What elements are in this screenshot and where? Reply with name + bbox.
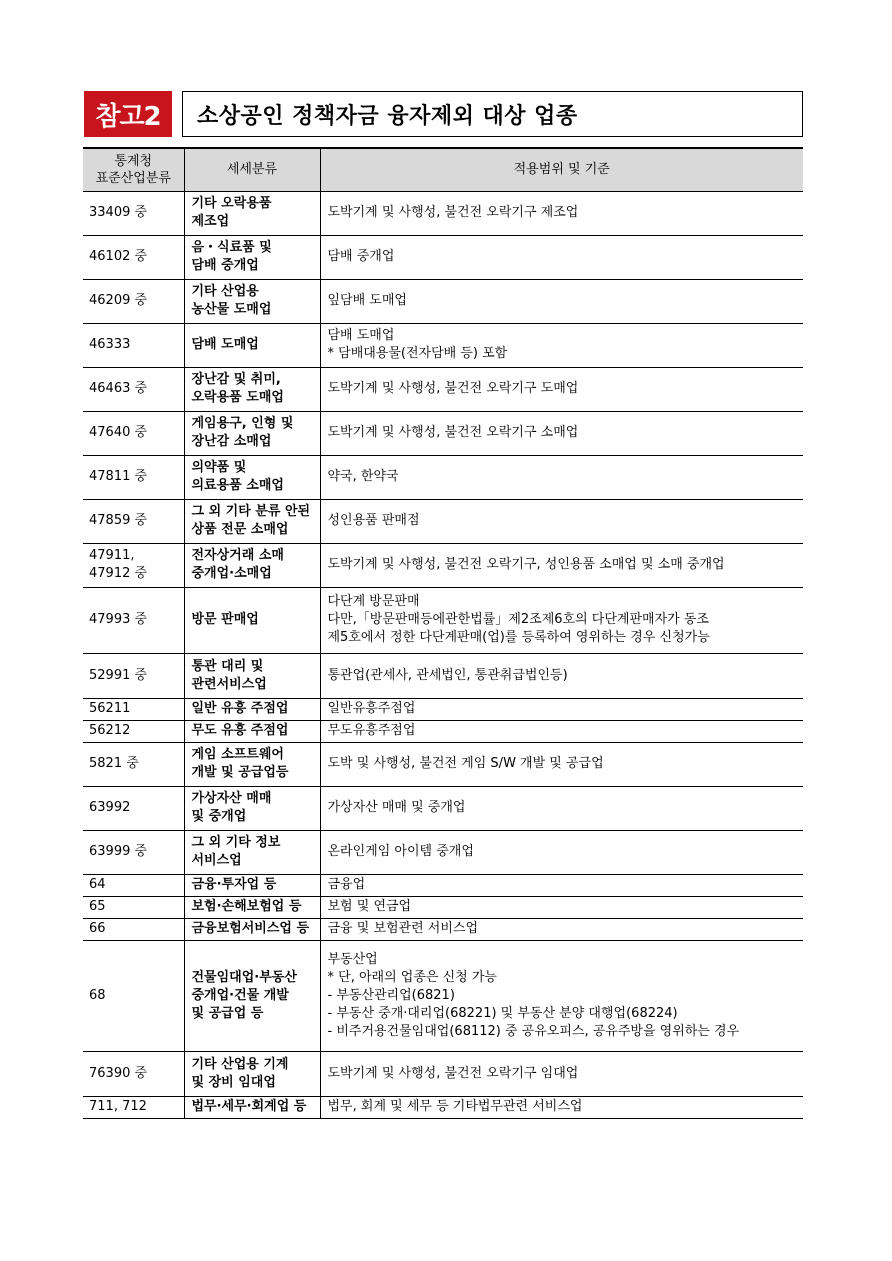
scope-cell: 법무, 회계 및 세무 등 기타법무관련 서비스업 <box>320 1096 803 1118</box>
classification-cell: 게임용구, 인형 및 장난감 소매업 <box>184 411 320 455</box>
table-row <box>83 455 803 499</box>
industry-code-cell: 76390 중 <box>83 1051 184 1096</box>
classification-cell: 그 외 기타 분류 안된 상품 전문 소매업 <box>184 499 320 543</box>
scope-cell: 성인용품 판매점 <box>320 499 803 543</box>
industry-code-cell: 46333 <box>83 323 184 367</box>
scope-cell: 통관업(관세사, 관세법인, 통관취급법인등) <box>320 653 803 698</box>
classification-cell: 기타 산업용 기계 및 장비 임대업 <box>184 1051 320 1096</box>
excluded-industries-table <box>83 147 803 1119</box>
classification-cell: 무도 유흥 주점업 <box>184 720 320 742</box>
industry-code-cell: 56212 <box>83 720 184 742</box>
table-header-row <box>83 148 803 191</box>
industry-code-cell: 64 <box>83 874 184 896</box>
industry-code-cell: 65 <box>83 896 184 918</box>
industry-code-cell: 46463 중 <box>83 367 184 411</box>
scope-cell: 도박기계 및 사행성, 불건전 오락기구 소매업 <box>320 411 803 455</box>
scope-cell: 무도유흥주점업 <box>320 720 803 742</box>
industry-code-cell: 711, 712 <box>83 1096 184 1118</box>
title-row <box>84 91 803 138</box>
classification-cell: 담배 도매업 <box>184 323 320 367</box>
scope-cell: 도박기계 및 사행성, 불건전 오락기구 제조업 <box>320 191 803 235</box>
classification-cell: 그 외 기타 정보 서비스업 <box>184 830 320 874</box>
table-row <box>83 720 803 742</box>
industry-code-cell: 46102 중 <box>83 235 184 279</box>
scope-cell: 도박 및 사행성, 불건전 게임 S/W 개발 및 공급업 <box>320 742 803 786</box>
scope-cell: 부동산업 * 단, 아래의 업종은 신청 가능 - 부동산관리업(6821) - 부동산 중개·대리업(68221) 및 부동산 분양 대행업(68224) - 비주거용건물임대업(68112) 중 공유오피스, 공유주방을 영위하는 경우 <box>320 940 803 1051</box>
column-header-code: 통계청 표준산업분류 <box>83 148 184 191</box>
classification-cell: 법무·세무·회계업 등 <box>184 1096 320 1118</box>
industry-code-cell: 47993 중 <box>83 587 184 653</box>
scope-cell: 다단계 방문판매 다만,「방문판매등에관한법률」제2조제6호의 다단계판매자가 동조 제5호에서 정한 다단계판매(업)를 등록하여 영위하는 경우 신청가능 <box>320 587 803 653</box>
table-row <box>83 1051 803 1096</box>
table-row <box>83 698 803 720</box>
industry-code-cell: 47811 중 <box>83 455 184 499</box>
table-row <box>83 896 803 918</box>
scope-cell: 도박기계 및 사행성, 불건전 오락기구, 성인용품 소매업 및 소매 중개업 <box>320 543 803 587</box>
reference-badge: 참고2 <box>84 91 172 137</box>
classification-cell: 가상자산 매매 및 중개업 <box>184 786 320 830</box>
table-row <box>83 786 803 830</box>
scope-cell: 금융 및 보험관련 서비스업 <box>320 918 803 940</box>
scope-cell: 보험 및 연금업 <box>320 896 803 918</box>
classification-cell: 금융·투자업 등 <box>184 874 320 896</box>
table-row <box>83 742 803 786</box>
classification-cell: 의약품 및 의료용품 소매업 <box>184 455 320 499</box>
table-row <box>83 653 803 698</box>
industry-code-cell: 47859 중 <box>83 499 184 543</box>
industry-code-cell: 66 <box>83 918 184 940</box>
classification-cell: 전자상거래 소매 중개업·소매업 <box>184 543 320 587</box>
table-row <box>83 940 803 1051</box>
classification-cell: 보험·손해보험업 등 <box>184 896 320 918</box>
classification-cell: 게임 소프트웨어 개발 및 공급업등 <box>184 742 320 786</box>
industry-code-cell: 33409 중 <box>83 191 184 235</box>
classification-cell: 음・식료품 및 담배 중개업 <box>184 235 320 279</box>
table-body <box>83 191 803 1118</box>
table-row <box>83 499 803 543</box>
classification-cell: 일반 유흥 주점업 <box>184 698 320 720</box>
industry-code-cell: 63999 중 <box>83 830 184 874</box>
table-row <box>83 874 803 896</box>
classification-cell: 통관 대리 및 관련서비스업 <box>184 653 320 698</box>
table-row <box>83 543 803 587</box>
scope-cell: 담배 도매업 * 담배대용물(전자담배 등) 포함 <box>320 323 803 367</box>
table-row <box>83 587 803 653</box>
classification-cell: 기타 오락용품 제조업 <box>184 191 320 235</box>
column-header-classification: 세세분류 <box>184 148 320 191</box>
classification-cell: 금융보험서비스업 등 <box>184 918 320 940</box>
industry-code-cell: 5821 중 <box>83 742 184 786</box>
scope-cell: 일반유흥주점업 <box>320 698 803 720</box>
scope-cell: 도박기계 및 사행성, 불건전 오락기구 임대업 <box>320 1051 803 1096</box>
industry-code-cell: 56211 <box>83 698 184 720</box>
page-title: 소상공인 정책자금 융자제외 대상 업종 <box>182 91 803 137</box>
scope-cell: 도박기계 및 사행성, 불건전 오락기구 도매업 <box>320 367 803 411</box>
table-row <box>83 1096 803 1118</box>
scope-cell: 온라인게임 아이템 중개업 <box>320 830 803 874</box>
table-row <box>83 279 803 323</box>
scope-cell: 가상자산 매매 및 중개업 <box>320 786 803 830</box>
table-row <box>83 411 803 455</box>
classification-cell: 방문 판매업 <box>184 587 320 653</box>
industry-code-cell: 63992 <box>83 786 184 830</box>
classification-cell: 건물임대업·부동산 중개업·건물 개발 및 공급업 등 <box>184 940 320 1051</box>
scope-cell: 담배 중개업 <box>320 235 803 279</box>
industry-code-cell: 47640 중 <box>83 411 184 455</box>
table-row <box>83 191 803 235</box>
industry-code-cell: 68 <box>83 940 184 1051</box>
industry-code-cell: 46209 중 <box>83 279 184 323</box>
classification-cell: 장난감 및 취미, 오락용품 도매업 <box>184 367 320 411</box>
scope-cell: 잎담배 도매업 <box>320 279 803 323</box>
table-row <box>83 323 803 367</box>
table-row <box>83 367 803 411</box>
classification-cell: 기타 산업용 농산물 도매업 <box>184 279 320 323</box>
column-header-scope: 적용범위 및 기준 <box>320 148 803 191</box>
table-row <box>83 235 803 279</box>
table-row <box>83 830 803 874</box>
industry-code-cell: 52991 중 <box>83 653 184 698</box>
industry-code-cell: 47911, 47912 중 <box>83 543 184 587</box>
scope-cell: 약국, 한약국 <box>320 455 803 499</box>
table-row <box>83 918 803 940</box>
scope-cell: 금융업 <box>320 874 803 896</box>
